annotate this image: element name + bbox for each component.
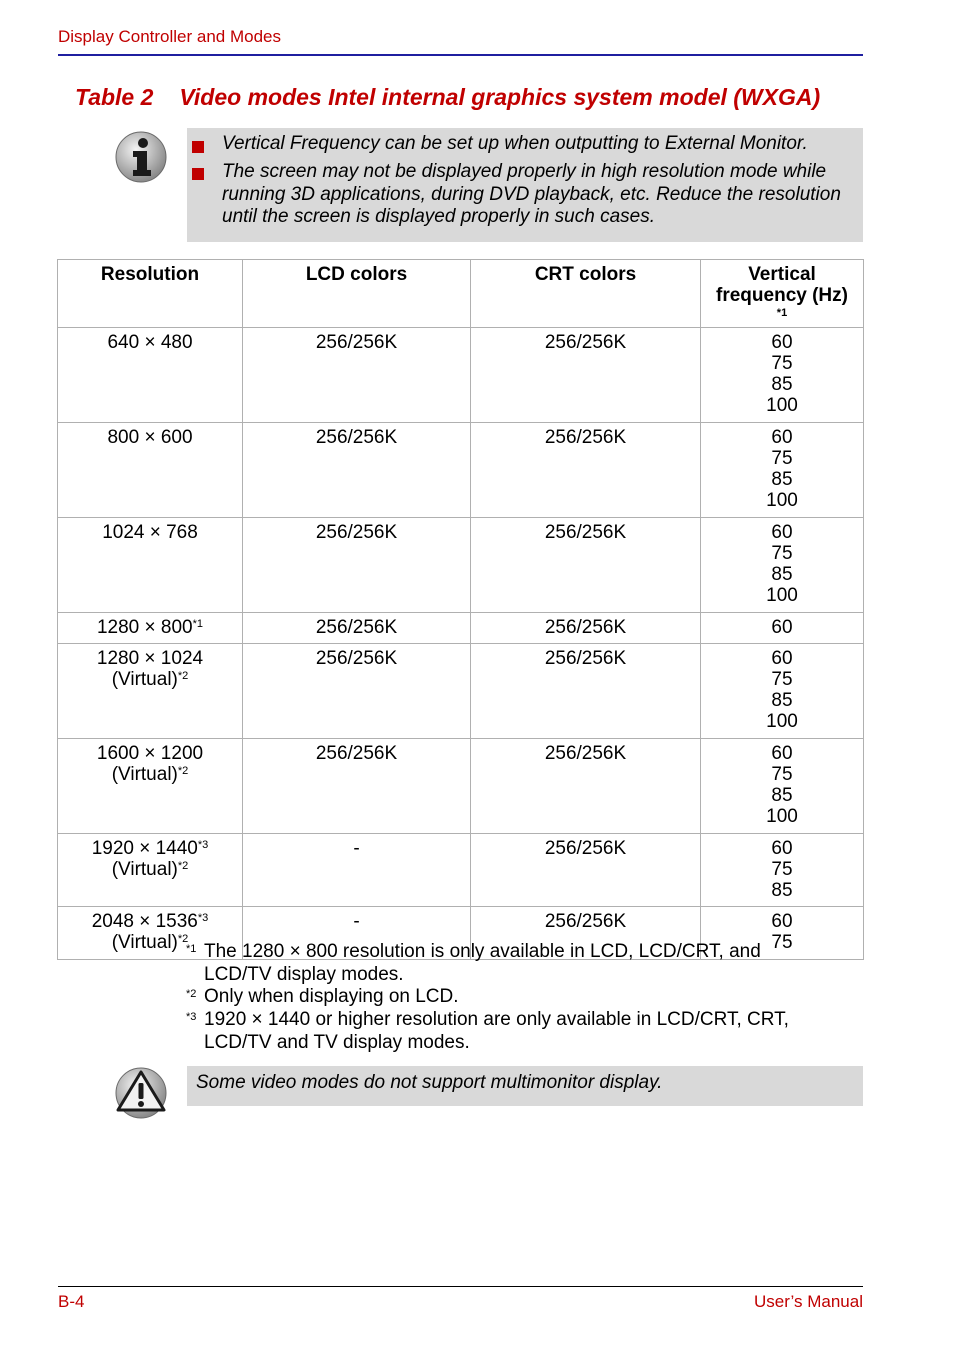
- table-row: [58, 644, 864, 739]
- table-row: [58, 834, 864, 907]
- frequency-value: 75: [771, 543, 793, 564]
- page-number: B-4: [58, 1292, 85, 1311]
- resolution-value: 1024 × 768: [102, 522, 198, 543]
- cell-resolution: [58, 518, 243, 613]
- frequency-value: 75: [771, 764, 793, 785]
- frequency-value: 60: [771, 743, 793, 764]
- table-caption: [75, 84, 820, 111]
- frequency-value: 60: [771, 911, 793, 932]
- frequency-value: 75: [771, 448, 793, 469]
- cell-lcd-colors: 256/256K: [243, 644, 471, 739]
- footnote-ref: *2: [177, 670, 189, 682]
- virtual-line: [61, 859, 239, 880]
- column-header-resolution: Resolution: [58, 260, 243, 328]
- footnotes: [186, 941, 866, 1055]
- frequency-value: 60: [771, 838, 793, 859]
- resolution-line: [61, 332, 239, 353]
- footnote: [186, 986, 866, 1009]
- frequency-value: 100: [766, 490, 798, 511]
- resolution-line: [61, 427, 239, 448]
- column-header-vertical-frequency: [701, 260, 864, 328]
- frequency-value: 85: [771, 374, 793, 395]
- frequency-value: 60: [771, 617, 793, 638]
- virtual-label: (Virtual): [111, 669, 178, 690]
- frequency-value: 85: [771, 785, 793, 806]
- cell-vertical-frequency: [701, 613, 864, 644]
- resolution-value: 800 × 600: [107, 427, 193, 448]
- cell-crt-colors: 256/256K: [471, 423, 701, 518]
- table-row: [58, 613, 864, 644]
- footnote-ref: *1: [776, 307, 788, 319]
- video-modes-table: [57, 259, 864, 960]
- table-header-row: [58, 260, 864, 328]
- footnote-ref: *2: [177, 765, 189, 777]
- cell-crt-colors: 256/256K: [471, 644, 701, 739]
- footnote-mark: *2: [186, 988, 197, 1001]
- resolution-value: 640 × 480: [107, 332, 193, 353]
- cell-crt-colors: 256/256K: [471, 907, 701, 960]
- cell-lcd-colors: 256/256K: [243, 518, 471, 613]
- table-row: [58, 328, 864, 423]
- resolution-line: [61, 522, 239, 543]
- frequency-value: 60: [771, 332, 793, 353]
- footnote-text: The 1280 × 800 resolution is only available in LCD, LCD/CRT, and LCD/TV display modes.: [204, 941, 761, 985]
- virtual-label: (Virtual): [111, 859, 178, 880]
- virtual-line: [61, 764, 239, 785]
- cell-vertical-frequency: [701, 834, 864, 907]
- footnote: [186, 1009, 866, 1054]
- note-item: The screen may not be displayed properly in high resolution mode while running 3D applications, during DVD playback, etc. Reduce the resolution until the screen is displayed properly in such cases.: [222, 161, 841, 227]
- footnote-mark: *1: [186, 943, 197, 955]
- manual-title: User’s Manual: [754, 1292, 863, 1311]
- footnote-mark: *3: [186, 1011, 197, 1024]
- warning-text: Some video modes do not support multimonitor display.: [196, 1072, 663, 1093]
- note-bullet: [192, 168, 204, 180]
- cell-vertical-frequency: [701, 518, 864, 613]
- footnote-ref: *3: [197, 912, 209, 924]
- cell-vertical-frequency: [701, 328, 864, 423]
- virtual-line: [61, 669, 239, 690]
- header-divider: [58, 54, 863, 56]
- resolution-value: 1600 × 1200: [96, 743, 204, 764]
- resolution-value: 2048 × 1536: [91, 911, 198, 932]
- cell-lcd-colors: 256/256K: [243, 739, 471, 834]
- table-row: [58, 518, 864, 613]
- column-header-lcd-colors: LCD colors: [243, 260, 471, 328]
- frequency-value: 75: [771, 353, 793, 374]
- virtual-label: (Virtual): [111, 764, 178, 785]
- cell-crt-colors: 256/256K: [471, 518, 701, 613]
- resolution-line: [61, 911, 239, 932]
- frequency-value: 100: [766, 711, 798, 732]
- resolution-value: 1920 × 1440: [91, 838, 198, 859]
- column-header-vertical-frequency-text: Vertical frequency (Hz): [716, 264, 848, 306]
- resolution-line: [61, 743, 239, 764]
- caution-icon: [114, 1066, 168, 1120]
- frequency-value: 85: [771, 690, 793, 711]
- frequency-value: 60: [771, 522, 793, 543]
- cell-lcd-colors: -: [243, 834, 471, 907]
- frequency-value: 75: [771, 859, 793, 880]
- warning-box: [187, 1066, 863, 1106]
- cell-vertical-frequency: [701, 423, 864, 518]
- frequency-value: 60: [771, 427, 793, 448]
- frequency-value: 60: [771, 648, 793, 669]
- cell-resolution: [58, 834, 243, 907]
- cell-lcd-colors: 256/256K: [243, 613, 471, 644]
- cell-crt-colors: 256/256K: [471, 739, 701, 834]
- cell-resolution: [58, 423, 243, 518]
- footnote: [186, 941, 866, 986]
- cell-resolution: [58, 613, 243, 644]
- frequency-value: 100: [766, 395, 798, 416]
- resolution-value: 1280 × 1024: [96, 648, 204, 669]
- resolution-value: 1280 × 800: [96, 617, 193, 638]
- column-header-crt-colors: CRT colors: [471, 260, 701, 328]
- cell-resolution: [58, 739, 243, 834]
- note-bullet: [192, 141, 204, 153]
- cell-vertical-frequency: [701, 644, 864, 739]
- resolution-line: [61, 648, 239, 669]
- cell-vertical-frequency: [701, 739, 864, 834]
- note-box: [187, 128, 863, 242]
- table-row: [58, 423, 864, 518]
- info-icon: [114, 130, 168, 184]
- cell-crt-colors: 256/256K: [471, 613, 701, 644]
- resolution-line: [61, 617, 239, 638]
- footnote-ref: *2: [177, 933, 189, 945]
- table-caption-label: Table 2: [75, 84, 154, 110]
- cell-crt-colors: 256/256K: [471, 834, 701, 907]
- footnote-ref: *3: [197, 839, 209, 851]
- frequency-value: 100: [766, 806, 798, 827]
- frequency-value: 85: [771, 469, 793, 490]
- cell-lcd-colors: -: [243, 907, 471, 960]
- frequency-value: 75: [771, 932, 793, 953]
- frequency-value: 85: [771, 564, 793, 585]
- cell-lcd-colors: 256/256K: [243, 328, 471, 423]
- footnote-ref: *2: [177, 860, 189, 872]
- footer-divider: [58, 1286, 863, 1287]
- resolution-line: [61, 838, 239, 859]
- running-header: Display Controller and Modes: [58, 27, 281, 46]
- note-item: Vertical Frequency can be set up when outputting to External Monitor.: [222, 133, 808, 154]
- cell-lcd-colors: 256/256K: [243, 423, 471, 518]
- footnote-text: 1920 × 1440 or higher resolution are only available in LCD/CRT, CRT, LCD/TV and TV display modes.: [204, 1009, 789, 1053]
- frequency-value: 85: [771, 880, 793, 901]
- footnote-text: Only when displaying on LCD.: [204, 986, 459, 1008]
- frequency-value: 100: [766, 585, 798, 606]
- footnote-ref: *1: [192, 618, 204, 630]
- cell-resolution: [58, 328, 243, 423]
- table-caption-text: Video modes Intel internal graphics system model (WXGA): [179, 84, 821, 110]
- table-row: [58, 739, 864, 834]
- frequency-value: 75: [771, 669, 793, 690]
- virtual-label: (Virtual): [111, 932, 178, 953]
- cell-resolution: [58, 644, 243, 739]
- cell-crt-colors: 256/256K: [471, 328, 701, 423]
